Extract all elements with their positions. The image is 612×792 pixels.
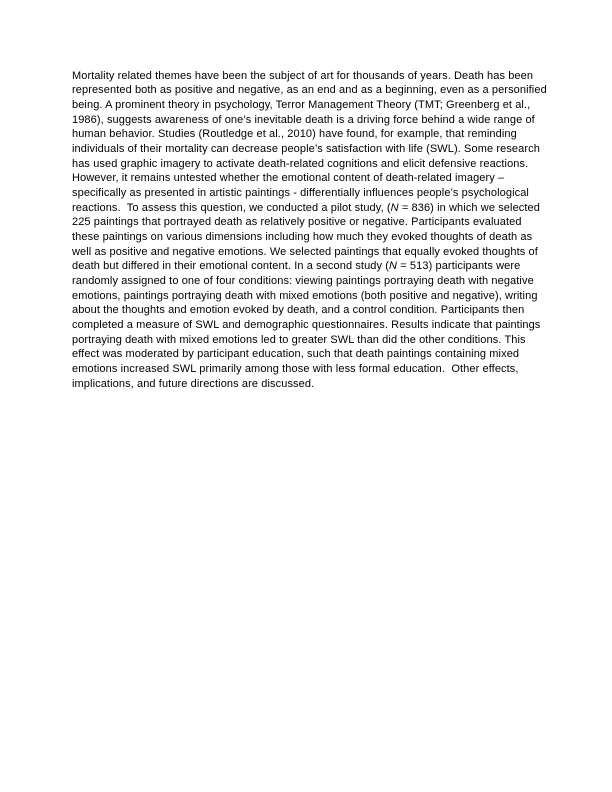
abstract-text-line xyxy=(72,362,542,377)
text-segment: emotions, paintings portraying death with mixed emotions (both positive and negative), writing xyxy=(72,289,538,302)
text-segment: implications, and future directions are discussed. xyxy=(72,377,315,390)
text-segment: Mortality related themes have been the subject of art for thousands of years. Death has been xyxy=(72,69,534,82)
abstract-text-line xyxy=(72,157,542,172)
abstract-text-line xyxy=(72,201,542,216)
text-segment: 1986), suggests awareness of one’s inevitable death is a driving force behind a wide range of xyxy=(72,113,535,126)
abstract-text-line xyxy=(72,333,542,348)
abstract-paragraph xyxy=(72,69,547,392)
text-segment: randomly assigned to one of four conditions: viewing paintings portraying death with negative xyxy=(72,275,534,287)
abstract-text-line xyxy=(72,142,542,157)
text-segment: death but differed in their emotional content. In a second study ( xyxy=(72,260,390,273)
text-segment: these paintings on various dimensions including how much they evoked thoughts of death as xyxy=(72,230,533,243)
text-segment: = 513) participants were xyxy=(397,260,521,273)
abstract-text-line xyxy=(72,215,542,230)
text-segment: completed a measure of SWL and demographic questionnaires. Results indicate that paintings xyxy=(72,319,541,332)
abstract-text-line xyxy=(72,171,542,186)
abstract-text-line xyxy=(72,69,542,84)
text-segment: about the thoughts and emotion evoked by death, and a control condition. Participants then xyxy=(72,304,525,317)
abstract-text-line xyxy=(72,186,542,201)
text-segment: being. A prominent theory in psychology, Terror Management Theory (TMT; Greenberg et al., xyxy=(72,98,531,111)
abstract-text-line xyxy=(72,113,542,128)
text-segment: has used graphic imagery to activate death-related cognitions and elicit defensive reactions. xyxy=(72,157,529,170)
abstract-text-line xyxy=(72,127,542,142)
text-segment: human behavior. Studies (Routledge et al., 2010) have found, for example, that reminding xyxy=(72,128,517,141)
text-segment: 225 paintings that portrayed death as relatively positive or negative. Participants evaluated xyxy=(72,216,522,229)
text-segment: However, it remains untested whether the emotional content of death-related imagery – xyxy=(72,172,505,185)
abstract-text-line xyxy=(72,230,542,245)
abstract-text-line xyxy=(72,259,542,274)
abstract-text-line xyxy=(72,377,542,392)
text-segment: specifically as presented in artistic paintings - differentially influences people’s psychological xyxy=(72,186,529,199)
text-segment: portraying death with mixed emotions led to greater SWL than did the other conditions. This xyxy=(72,333,526,346)
abstract-text-line xyxy=(72,83,547,98)
abstract-text-line xyxy=(72,347,542,362)
italic-text-segment: N xyxy=(390,201,399,214)
abstract-text-line xyxy=(72,318,542,333)
text-segment: = 836) in which we selected xyxy=(398,201,540,214)
abstract-text-line xyxy=(72,98,542,113)
italic-text-segment: N xyxy=(389,260,398,273)
text-segment: reactions. To assess this question, we conducted a pilot study, ( xyxy=(72,201,391,214)
abstract-text-line xyxy=(72,289,542,304)
abstract-text-line xyxy=(72,303,542,318)
abstract-text-line xyxy=(72,245,542,260)
text-segment: emotions increased SWL primarily among those with less formal education. Other effects, xyxy=(72,363,519,376)
text-segment: well as positive and negative emotions. We selected paintings that equally evoked thoughts of xyxy=(72,245,538,258)
text-segment: individuals of their mortality can decrease people’s satisfaction with life (SWL). Some research xyxy=(72,142,540,155)
text-segment: represented both as positive and negative, as an end and as a beginning, even as a personified xyxy=(72,84,547,97)
text-segment: effect was moderated by participant education, such that death paintings containing mixed xyxy=(72,348,520,361)
abstract-text-line xyxy=(72,274,542,289)
